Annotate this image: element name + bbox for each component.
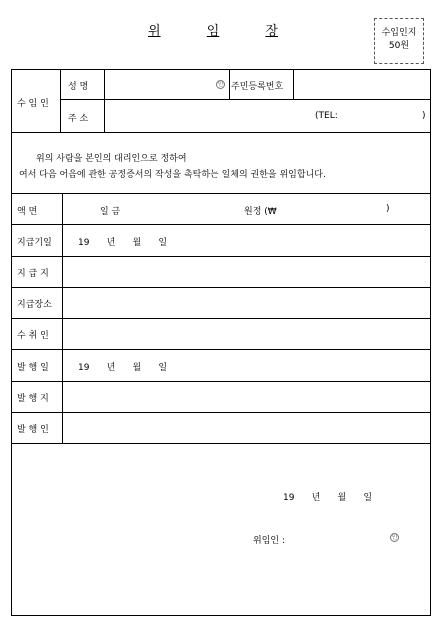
seal-mark: 인	[217, 81, 224, 88]
address-label: 주 소	[68, 114, 89, 124]
divider	[60, 69, 61, 132]
row-value[interactable]	[78, 297, 418, 315]
divider	[11, 443, 431, 444]
divider	[11, 132, 431, 133]
statement-line-2: 여서 다음 어음에 관한 공정증서의 작성을 촉탁하는 일체의 권한을 위임합니다.	[19, 170, 326, 180]
stamp-amount: 50원	[388, 41, 410, 51]
row-value[interactable]	[78, 391, 418, 409]
name-label: 성 명	[68, 82, 89, 92]
divider	[293, 69, 294, 99]
grantee-section-label: 수 임 인	[17, 99, 49, 109]
rrn-label: 주민등록번호	[231, 82, 284, 92]
rrn-field[interactable]	[295, 70, 429, 98]
divider	[62, 193, 63, 443]
divider	[11, 381, 431, 382]
document-title	[148, 20, 278, 39]
title-char: 임	[206, 24, 220, 39]
divider	[104, 69, 105, 132]
divider	[229, 69, 230, 99]
row-label: 지급장소	[17, 300, 52, 310]
divider	[11, 318, 431, 319]
delegation-date[interactable]: 19 년 월 일	[283, 493, 373, 503]
row-value[interactable]: 19 년 월 일	[78, 238, 168, 248]
row-label: 지 급 지	[17, 269, 49, 279]
statement-line-1: 위의 사람을 본인의 대리인으로 정하여	[36, 154, 187, 164]
divider	[11, 224, 431, 225]
amount-field[interactable]	[130, 195, 240, 223]
row-value[interactable]: 19 년 월 일	[78, 363, 168, 373]
row-label: 지급기일	[17, 238, 52, 248]
amount-figure-field[interactable]	[290, 195, 385, 223]
divider	[11, 193, 431, 194]
tel-close: )	[422, 111, 426, 121]
divider	[61, 99, 431, 100]
divider	[11, 287, 431, 288]
tel-label: (TEL:	[315, 111, 338, 121]
amount-won: 원정 (₩	[244, 207, 277, 217]
delegator-field[interactable]	[295, 525, 385, 545]
row-label: 발 행 지	[17, 394, 49, 404]
divider	[11, 412, 431, 413]
seal-mark: 인	[391, 534, 398, 541]
delegator-label: 위임인 :	[253, 536, 285, 546]
name-field[interactable]	[106, 70, 221, 98]
stamp-label: 수입인지	[381, 28, 417, 38]
row-value[interactable]	[78, 422, 418, 440]
title-char: 위	[148, 24, 161, 39]
address-field[interactable]	[106, 101, 306, 131]
row-label: 발 행 인	[17, 425, 49, 435]
divider	[11, 256, 431, 257]
amount-unit: 일 금	[100, 207, 121, 217]
title-char: 장	[265, 24, 278, 39]
amount-label: 액 면	[17, 207, 38, 217]
row-label: 수 취 인	[17, 331, 49, 341]
revenue-stamp-box	[374, 18, 424, 64]
divider	[11, 349, 431, 350]
row-value[interactable]	[78, 266, 418, 284]
row-label: 발 행 일	[17, 363, 49, 373]
amount-close: )	[386, 204, 390, 214]
row-value[interactable]	[78, 328, 418, 346]
tel-field[interactable]	[348, 101, 418, 131]
